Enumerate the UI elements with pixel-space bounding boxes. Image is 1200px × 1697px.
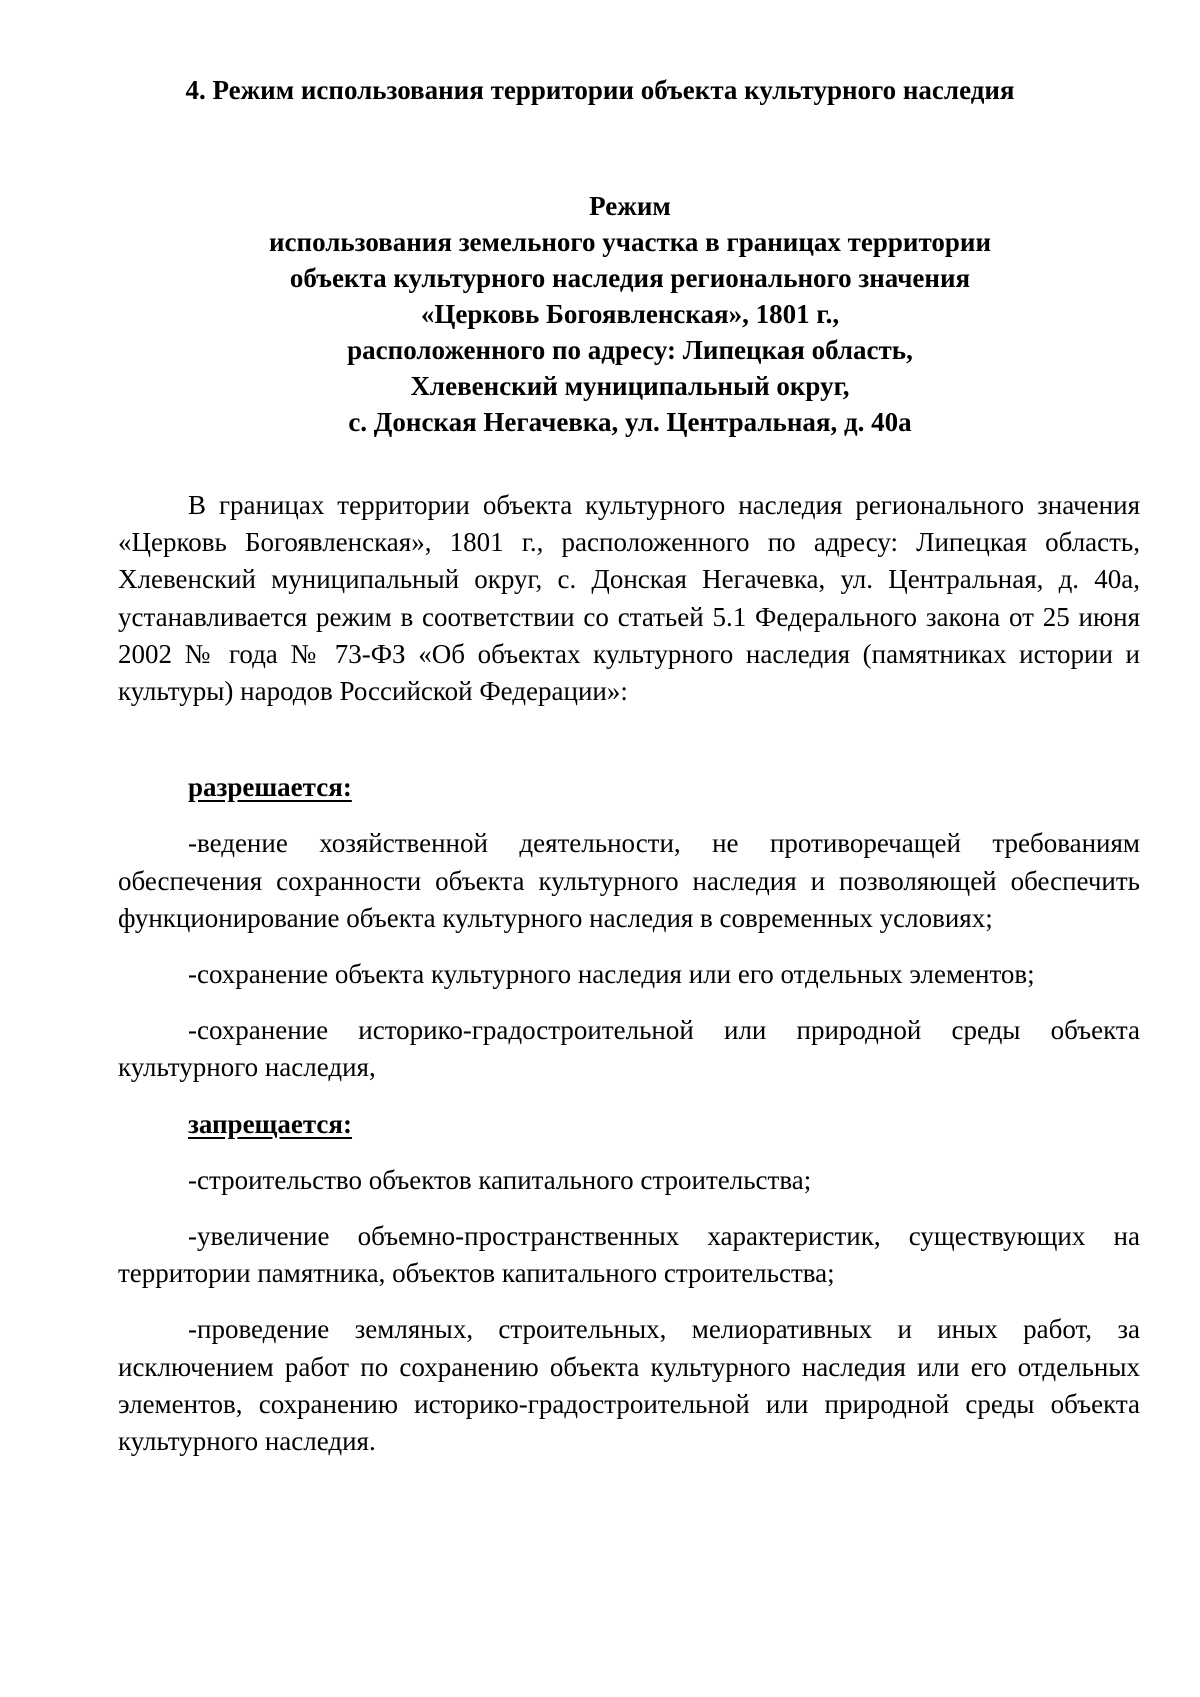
prohibited-item: -строительство объектов капитального строительства; (188, 1164, 812, 1195)
title-line: Хлевенский муниципальный округ, (410, 371, 850, 401)
section-heading: 4. Режим использования территории объекта культурного наследия (185, 75, 1015, 105)
spacer (118, 1292, 1140, 1311)
spacer (118, 1199, 1140, 1218)
title-line: с. Донская Негачевка, ул. Центральная, д. 40а (348, 407, 912, 437)
title-line: Режим (589, 191, 671, 221)
regime-title (120, 188, 1140, 440)
title-line: расположенного по адресу: Липецкая область, (347, 335, 913, 365)
allowed-heading: разрешается: (188, 772, 352, 803)
title-line: объекта культурного наследия регионального значения (289, 263, 971, 293)
spacer (118, 937, 1140, 956)
title-line: «Церковь Богоявленская», 1801 г., (420, 299, 840, 329)
prohibited-heading: запрещается: (188, 1108, 353, 1139)
spacer (118, 806, 1140, 825)
intro-paragraph: В границах территории объекта культурного наследия регионального значения «Церковь Богоявленская», 1801 г., расположенного по адресу: Липецкая область, Хлевенский муниципальный округ, с. Донская Негачевка, ул. Центральная, д. 40а, устанавливается режим в соответствии со статьей 5.1 Федерального закона от 25 июня 2002 № года № 73-ФЗ «Об объектах культурного наследия (памятниках истории и культуры) народов Российской Федерации»: (118, 490, 1140, 707)
spacer (118, 1087, 1140, 1106)
spacer (118, 710, 1140, 769)
allowed-item: -сохранение объекта культурного наследия или его отдельных элементов; (188, 959, 1035, 990)
prohibited-item: -проведение земляных, строительных, мелиоративных и иных работ, за исключением работ по сохранению объекта культурного наследия или его отдельных элементов, сохранению историко-градостроительной или природной среды объекта культурного наследия. (118, 1314, 1140, 1457)
title-line: использования земельного участка в границах территории (268, 227, 992, 257)
allowed-item: -ведение хозяйственной деятельности, не противоречащей требованиям обеспечения сохранности объекта культурного наследия и позволяющей обеспечить функционирование объекта культурного наследия в современных условиях; (118, 828, 1140, 933)
document-body (118, 487, 1140, 1460)
allowed-item: -сохранение историко-градостроительной или природной среды объекта культурного наследия, (118, 1015, 1140, 1083)
spacer (118, 993, 1140, 1012)
prohibited-item: -увеличение объемно-пространственных характеристик, существующих на территории памятника, объектов капитального строительства; (118, 1221, 1140, 1289)
spacer (118, 1143, 1140, 1162)
